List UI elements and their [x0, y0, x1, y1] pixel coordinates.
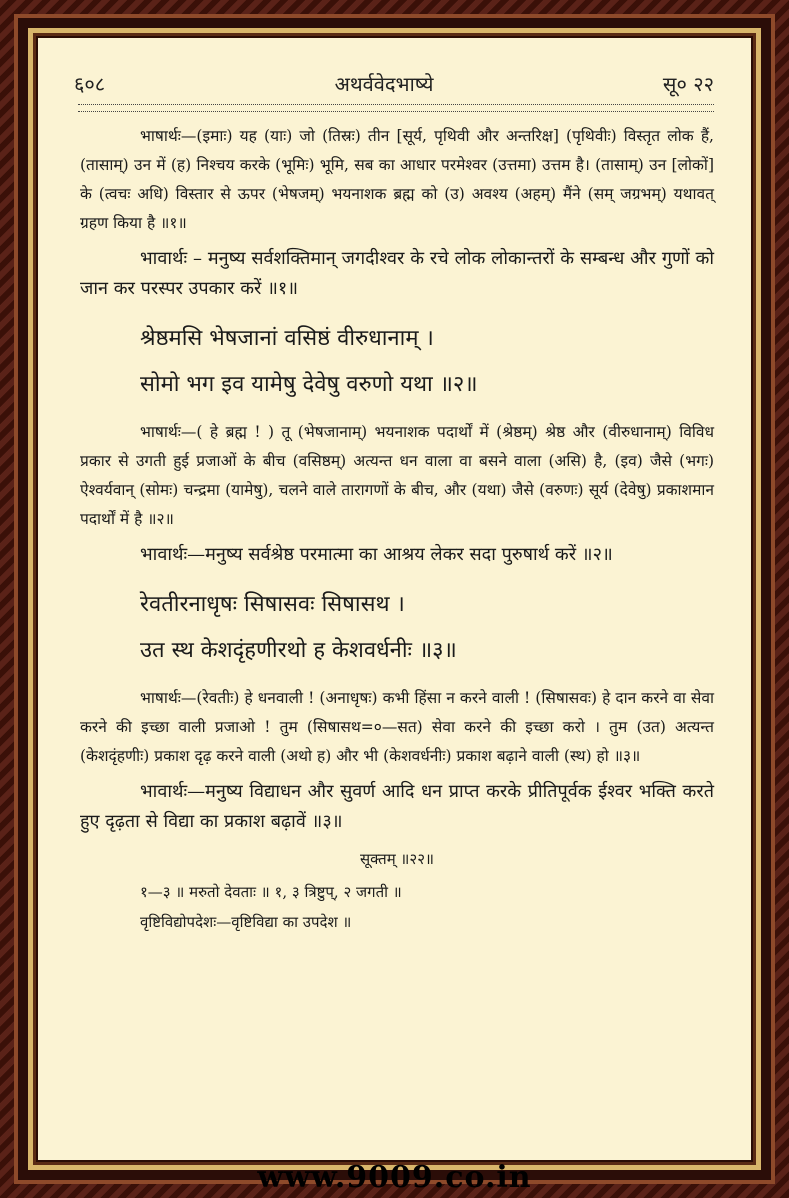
book-title: अथर्ववेदभाष्ये	[334, 71, 434, 96]
translation-paragraph-1: भाषार्थः—(इमाः) यह (याः) जो (तिस्रः) तीन [सूर्य, पृथिवी और अन्तरिक्ष] (पृथिवीः) विस्तृत लोक हैं, (तासाम्) उन में (ह) निश्चय करके (भूमिः) भूमि, सब का आधार परमेश्वर (उत्तमा) उत्तम है। (तासाम्) उन [लोकों] के (त्वचः अधि) विस्तार से ऊपर (भेषजम्) भयनाशक ब्रह्म को (उ) अवश्य (अहम्) मैंने (सम् जग्रभम्) यथावत् ग्रहण किया है ॥१॥	[80, 127, 714, 232]
website-url: www.9009.co.in	[257, 1160, 532, 1195]
verse-line: श्रेष्ठमसि भेषजानां वसिष्ठं वीरुधानाम् ।	[140, 326, 434, 351]
translation-paragraph-3: भाषार्थः—(रेवतीः) हे धनवाली ! (अनाधृषः) कभी हिंसा न करने वाली ! (सिषासवः) हे दान करने वा सेवा करने की इच्छा वाली प्रजाओ ! तुम (सिषासथ=०—सत) सेवा करने की इच्छा करो । तुम (उत) अत्यन्त (केशदृंहणीः) प्रकाश दृढ़ करने वाली (अथो ह) और भी (केशवर्धनीः) प्रकाश बढ़ाने वाली (स्थ) हो ॥३॥	[80, 689, 714, 765]
page-header	[74, 68, 714, 98]
summary-2: भावार्थः—मनुष्य सर्वश्रेष्ठ परमात्मा का आश्रय लेकर सदा पुरुषार्थ करें ॥२॥	[140, 544, 613, 565]
summary-3: भावार्थः—मनुष्य विद्याधन और सुवर्ण आदि धन प्राप्त करके प्रीतिपूर्वक ईश्वर भक्ति करते हुए दृढ़ता से विद्या का प्रकाश बढ़ावें ॥३॥	[80, 781, 714, 832]
sukta-reference: सू० २२	[662, 71, 714, 96]
page-number: ६०८	[74, 71, 106, 96]
verse-line: रेवतीरनाधृषः सिषासवः सिषासथ ।	[140, 592, 405, 617]
verse-line: उत स्थ केशदृंहणीरथो ह केशवर्धनीः ॥३॥	[140, 638, 457, 663]
verse-3	[80, 582, 714, 674]
header-divider	[78, 104, 714, 112]
summary-1: भावार्थः – मनुष्य सर्वशक्तिमान् जगदीश्वर के रचे लोक लोकान्तरों के सम्बन्ध और गुणों को जान कर परस्पर उपकार करें ॥१॥	[80, 248, 714, 299]
page-content	[80, 122, 714, 937]
verse-line: सोमो भग इव यामेषु देवेषु वरुणो यथा ॥२॥	[140, 372, 478, 397]
topic-line: वृष्टिविद्योपदेशः—वृष्टिविद्या का उपदेश ॥	[140, 913, 352, 931]
verse-2	[80, 316, 714, 408]
sukta-title: सूक्तम् ॥२२॥	[359, 850, 435, 868]
translation-paragraph-2: भाषार्थः—( हे ब्रह्म ! ) तू (भेषजानाम्) भयनाशक पदार्थों में (श्रेष्ठम्) श्रेष्ठ और (वीरुधानाम्) विविध प्रकार से उगती हुई प्रजाओं के बीच (वसिष्ठम्) अत्यन्त धन वाला वा बसने वाला (असि) है, (इव) जैसे (भगः) ऐश्वर्यवान् (सोमः) चन्द्रमा (यामेषु), चलने वाले तारागणों के बीच, और (यथा) जैसे (वरुणः) सूर्य (देवेषु) प्रकाशमान पदार्थों में है ॥२॥	[80, 423, 714, 528]
book-page	[36, 36, 753, 1162]
deity-meter-line: १—३ ॥ मरुतो देवताः ॥ १, ३ त्रिष्टुप्, २ जगती ॥	[140, 883, 402, 901]
